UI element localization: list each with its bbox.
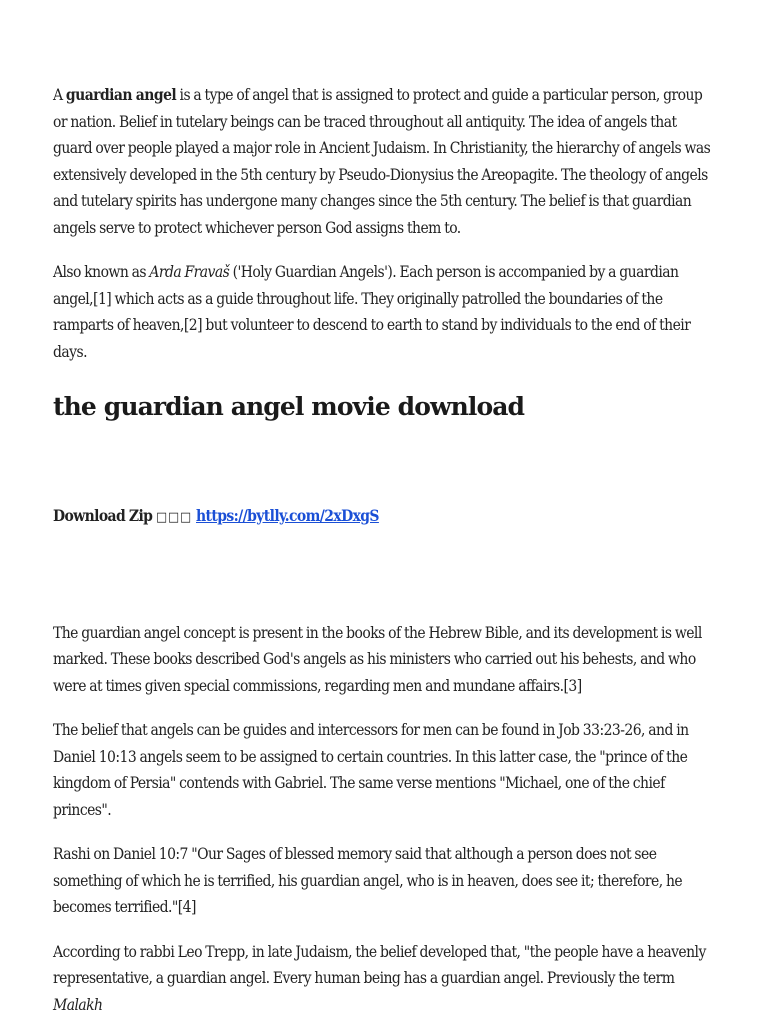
term-guardian-angel: guardian angel bbox=[65, 85, 177, 104]
download-line bbox=[53, 503, 718, 532]
aka-prefix: Also known as bbox=[53, 263, 150, 281]
body-paragraph-rashi: Rashi on Daniel 10:7 "Our Sages of blessed memory said that although a person does not see something of which he is terrified, his guardian angel, who is in heaven, does see it; therefore, he becomes terrified."[4] bbox=[53, 845, 683, 916]
download-link[interactable]: https://bytlly.com/2xDxgS bbox=[196, 506, 379, 525]
body-paragraph-hebrew-bible: The guardian angel concept is present in the books of the Hebrew Bible, and its development is well marked. These books described God's angels as his ministers who carried out his behests, and who were at times given special commissions, regarding men and mundane affairs.[3] bbox=[53, 623, 702, 695]
intro-paragraph bbox=[53, 82, 718, 241]
term-malakh: Malakh bbox=[53, 995, 103, 1014]
intro-prefix: A bbox=[53, 86, 66, 104]
body-paragraph-leo-trepp bbox=[53, 939, 718, 1019]
arrows-icon: □□□ bbox=[156, 510, 193, 525]
download-label: Download Zip bbox=[53, 506, 153, 525]
aka-paragraph bbox=[53, 259, 718, 365]
aka-text: ('Holy Guardian Angels'). Each person is accompanied by a guardian angel,[1] which acts as a guide throughout life. They originally patrolled the boundaries of the ramparts of heaven,[2] but volunteer to descend to earth to stand by individuals to the end of their days. bbox=[53, 263, 691, 361]
body-paragraph-job-daniel: The belief that angels can be guides and intercessors for men can be found in Job 33:23-26, and in Daniel 10:13 angels seem to be assigned to certain countries. In this latter case, the "prince of the kingdom of Persia" contends with Gabriel. The same verse mentions "Michael, one of the chief princes". bbox=[53, 721, 689, 819]
term-arda-fravas: Arda Fravaš bbox=[149, 263, 230, 281]
section-heading: the guardian angel movie download bbox=[53, 392, 525, 421]
intro-text: is a type of angel that is assigned to protect and guide a particular person, group or nation. Belief in tutelary beings can be traced throughout all antiquity. The idea of angels that guard over people played a major role in Ancient Judaism. In Christianity, the hierarchy of angels was extensively developed in the 5th century by Pseudo-Dionysius the Areopagite. The theology of angels and tutelary spirits has undergone many changes since the 5th century. The belief is that guardian angels serve to protect whichever person God assigns them to. bbox=[53, 86, 711, 237]
trepp-text: According to rabbi Leo Trepp, in late Judaism, the belief developed that, "the people have a heavenly representative, a guardian angel. Every human being has a guardian angel. Previously the term bbox=[53, 942, 706, 987]
